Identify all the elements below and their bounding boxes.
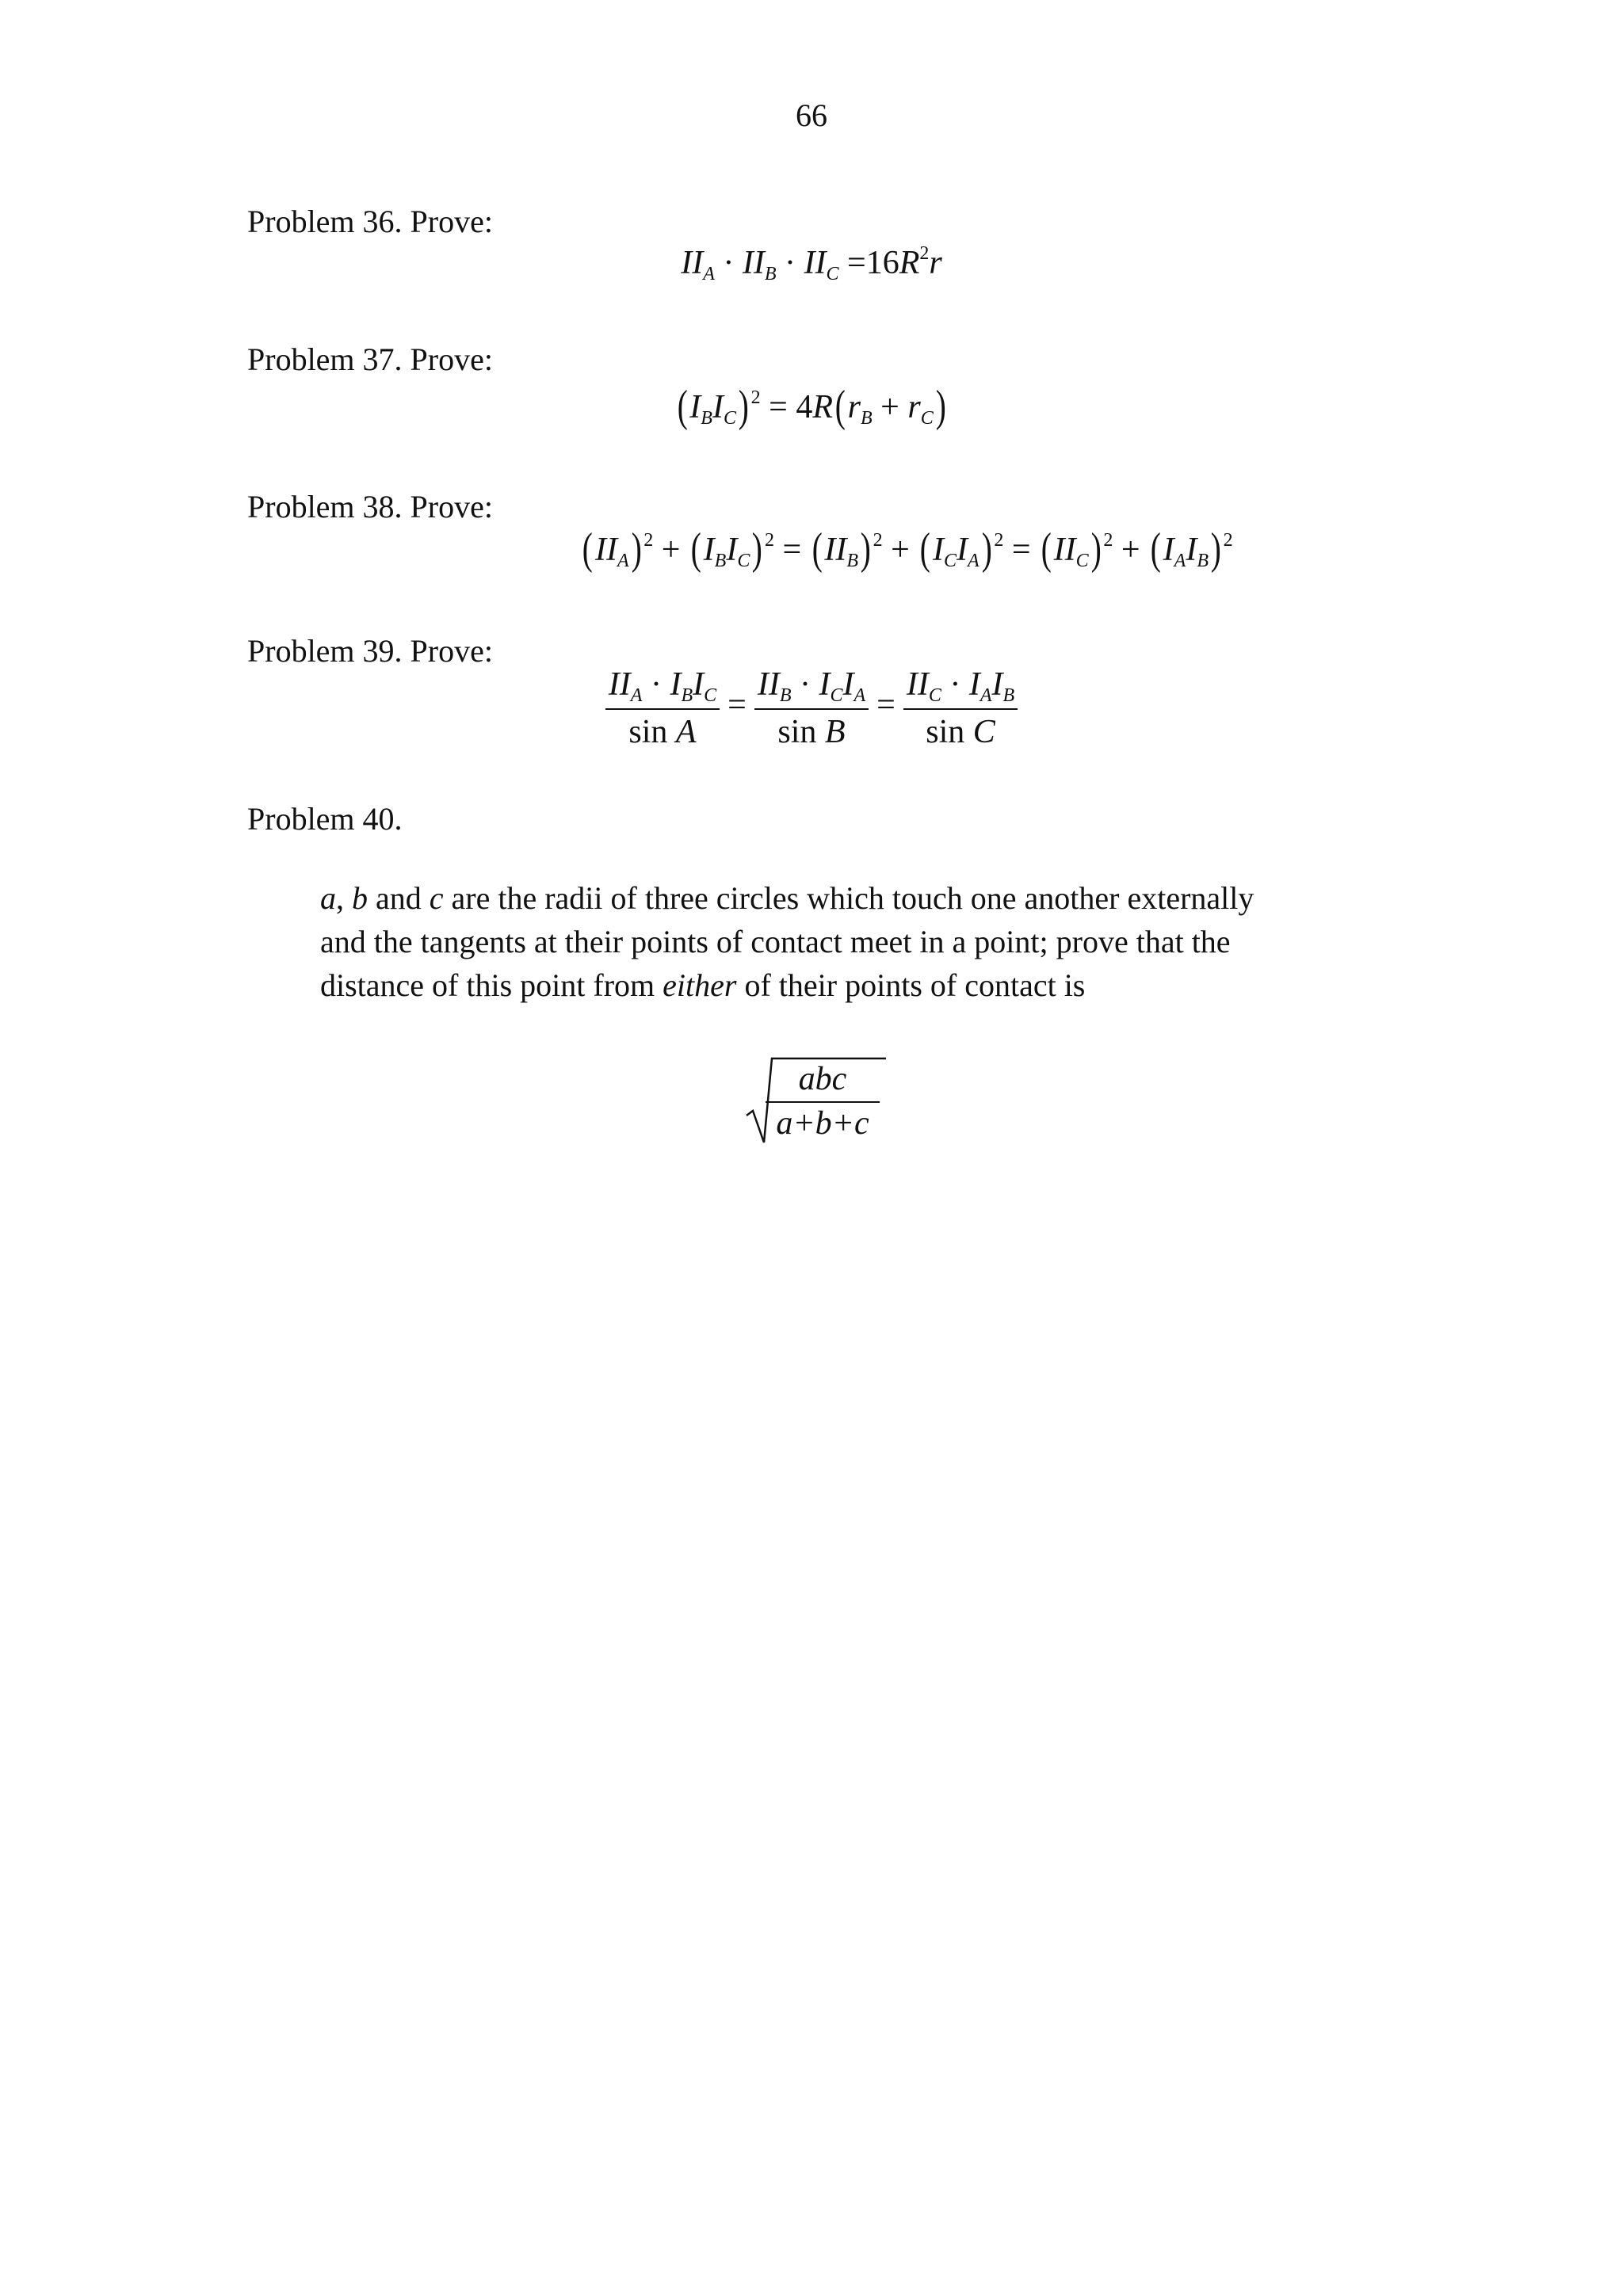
statement-line-1: a, b and c are the radii of three circles which touch one another externally [320,880,1254,916]
sqrt-numerator: abc [798,1061,847,1097]
problem-40-statement [320,876,1382,1007]
problem-38-label: Problem 38. Prove: [247,489,493,524]
statement-line-2: and the tangents at their points of contact meet in a point; prove that the [320,924,1231,959]
problem-39-label: Problem 39. Prove: [247,633,493,669]
p39-den-b: sin [777,714,817,750]
problem-36-label: Problem 36. Prove: [247,204,493,239]
p37-coef: 4 [796,389,813,425]
sqrt-denominator: a+b+c [776,1105,869,1142]
page-number: 66 [796,97,827,133]
problem-37-label: Problem 37. Prove: [247,341,493,377]
problem-40-label: Problem 40. [247,801,403,837]
p39-den-c: sin [926,714,965,750]
problem-37-formula: $(I_BI_C) ^2 = 4R(r_B + r_C)$ [677,382,946,431]
problem-40-formula [745,1054,888,1149]
p39-den-a: sin [628,714,668,750]
p36-eq: = [847,245,866,281]
problem-36-formula: $II_A \cdot II_B \cdot II_C =16R^2r$ [681,243,942,284]
p36-coef: 16 [865,245,899,281]
problem-38-formula: $(II_A) ^2 + (I_BI_C) ^2 = (II_B) ^2 + (I_CI_A) ^2 = (II_C) ^2 + (I_AI_B)$ $^2$ [582,524,1233,574]
problem-39-formula: $\frac{II_A \cdot I_BI_C}{\text{sin A}}$ = $\frac{II_B \cdot I_CI_A}{\text{sin B}}$ = $\frac{II_C \cdot I_AI_B}{\text{sin C}}$ [0,666,1623,751]
p39-fraction-b: $\frac{II_B \cdot I_CI_A}{\text{sin B}}$ [754,666,869,751]
p37-eq: = [769,389,788,425]
sqrt-fraction [766,1060,880,1142]
statement-line-3: distance of this point from either of their points of contact is [320,967,1086,1003]
p39-fraction-c: $\frac{II_C \cdot I_AI_B}{\text{sin C}}$ [903,666,1018,751]
emphasis-either: either [663,967,737,1003]
p39-fraction-a: $\frac{II_A \cdot I_BI_C}{\text{sin A}}$ [605,666,720,751]
